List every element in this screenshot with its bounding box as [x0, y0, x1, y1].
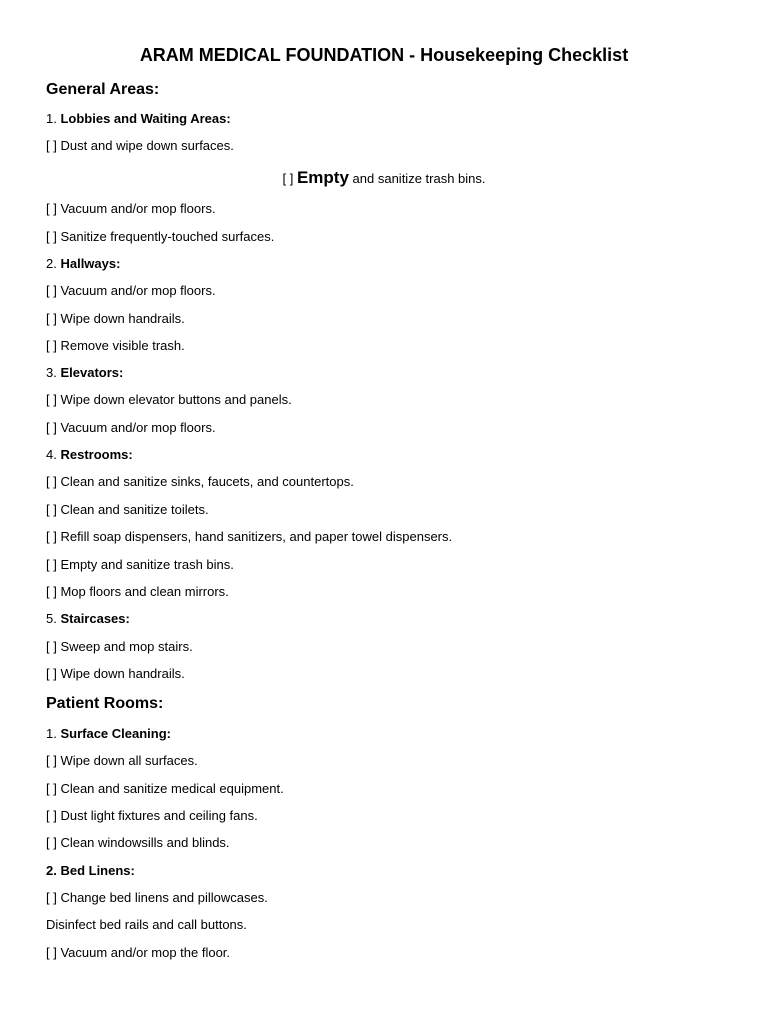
checklist-item: [ ] Sanitize frequently-touched surfaces. [46, 229, 275, 244]
subsection-number: 4. [46, 447, 57, 462]
checklist-item: [ ] Vacuum and/or mop floors. [46, 420, 216, 435]
checklist-item: [ ] Mop floors and clean mirrors. [46, 584, 229, 599]
checklist-item: Disinfect bed rails and call buttons. [46, 917, 247, 932]
checklist-item: [ ] Clean and sanitize medical equipment. [46, 781, 284, 796]
subsection-label: Lobbies and Waiting Areas: [60, 111, 231, 126]
subsection-label: Hallways: [60, 256, 121, 271]
emphasized-word: Empty [296, 168, 349, 187]
subsection-restrooms [46, 447, 133, 463]
checklist-item: [ ] Wipe down handrails. [46, 666, 185, 681]
subsection-number: 1. [46, 726, 57, 741]
checklist-item: [ ] Vacuum and/or mop the floor. [46, 945, 231, 960]
checklist-item: [ ] Dust and wipe down surfaces. [46, 138, 234, 153]
subsection-bed-linens: 2. Bed Linens: [46, 863, 135, 878]
subsection-lobbies [46, 111, 231, 127]
subsection-staircases [46, 611, 130, 627]
subsection-label: Restrooms: [60, 447, 133, 462]
checklist-item: [ ] Vacuum and/or mop floors. [46, 201, 216, 216]
checkbox-marker: [ ] [282, 171, 294, 186]
checklist-item: [ ] Clean and sanitize toilets. [46, 502, 209, 517]
checklist-item: [ ] Change bed linens and pillowcases. [46, 890, 268, 905]
subsection-number: 1. [46, 111, 57, 126]
subsection-number: 3. [46, 365, 57, 380]
checklist-item-text: and sanitize trash bins. [352, 171, 486, 186]
subsection-elevators [46, 365, 123, 381]
checklist-item: [ ] Wipe down all surfaces. [46, 753, 198, 768]
document-title: ARAM MEDICAL FOUNDATION - Housekeeping Checklist [139, 45, 629, 65]
subsection-number: 5. [46, 611, 57, 626]
checklist-item: [ ] Wipe down elevator buttons and panels. [46, 392, 292, 407]
checklist-item: [ ] Vacuum and/or mop floors. [46, 283, 216, 298]
checklist-item: [ ] Remove visible trash. [46, 338, 185, 353]
subsection-surface-cleaning [46, 726, 171, 742]
checklist-item: [ ] Refill soap dispensers, hand sanitizers, and paper towel dispensers. [46, 529, 453, 544]
subsection-number: 2. [46, 256, 57, 271]
checklist-item: [ ] Sweep and mop stairs. [46, 639, 193, 654]
section-heading-general-areas: General Areas: [46, 81, 160, 98]
checklist-item: [ ] Wipe down handrails. [46, 311, 185, 326]
checklist-item: [ ] Clean and sanitize sinks, faucets, and countertops. [46, 474, 354, 489]
checklist-item: [ ] Clean windowsills and blinds. [46, 835, 230, 850]
checklist-item: [ ] Empty and sanitize trash bins. [46, 557, 234, 572]
subsection-label: Surface Cleaning: [60, 726, 171, 741]
checklist-item-empty-trash [0, 170, 768, 187]
section-heading-patient-rooms: Patient Rooms: [46, 695, 164, 712]
subsection-hallways [46, 256, 120, 272]
checklist-item: [ ] Dust light fixtures and ceiling fans. [46, 808, 258, 823]
subsection-label: Staircases: [60, 611, 130, 626]
subsection-label: Elevators: [60, 365, 124, 380]
